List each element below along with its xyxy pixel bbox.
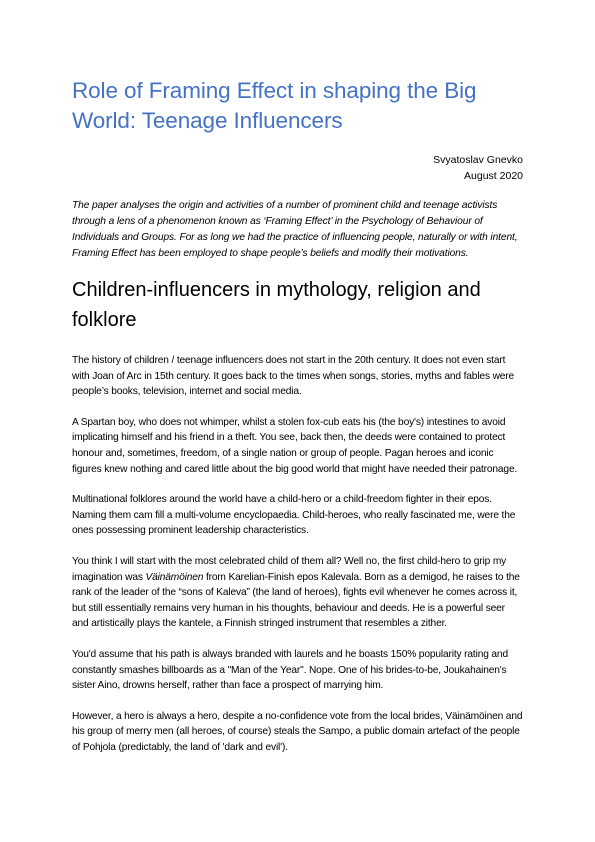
hero-name-italic: Väinämöinen bbox=[145, 571, 204, 583]
paragraph-vainamoinen-intro: You think I will start with the most celebrated child of them all? Well no, the first child-hero to grip my imagination was bbox=[72, 555, 507, 583]
document-title: Role of Framing Effect in shaping the Big World: Teenage Influencers bbox=[72, 78, 477, 133]
byline bbox=[72, 152, 523, 184]
paragraph-vainamoinen-rest: from Karelian-Finish epos Kalevala. Born as a demigod, he raises to the rank of the leader of the “sons of Kaleva” (the land of heroes), fights evil whenever he comes across it, but still essentially remains very human in his thoughts, behaviour and deeds. He is a powerful seer and artistically plays the kantele, a Finnish stringed instrument that resembles a zither. bbox=[72, 571, 520, 630]
paragraph-multinational-folklore: Multinational folklores around the world have a child-hero or a child-freedom fighter in their epos. Naming them cam fill a multi-volume encyclopaedia. Child-heroes, who really fascinated me, were the ones possessing prominent leadership characteristics. bbox=[72, 494, 516, 537]
author-name: Svyatoslav Gnevko bbox=[433, 154, 523, 166]
paragraph-sampo: However, a hero is always a hero, despite a no-confidence vote from the local brides, Väinämöinen and his group of merry men (all heroes, of course) steals the Sampo, a public domain artefact of the people of Pohjola (predictably, the land of 'dark and evil'). bbox=[72, 710, 523, 753]
paragraph-history: The history of children / teenage influencers does not start in the 20th century. It does not even start with Joan of Arc in 15th century. It goes back to the times when songs, stories, myths and fables were people’s books, television, internet and social media. bbox=[72, 355, 515, 398]
abstract: The paper analyses the origin and activities of a number of prominent child and teenage activists through a lens of a phenomenon known as ‘Framing Effect’ in the Psychology of Behaviour of Individuals and Groups. For as long we had the practice of influencing people, naturally or with intent, Framing Effect has been employed to shape people’s beliefs and modify their motivations. bbox=[72, 200, 518, 259]
paragraph-popularity: You'd assume that his path is always branded with laurels and he boasts 150% popularity rating and constantly smashes billboards as a "Man of the Year". Nope. One of his brides-to-be, Joukahainen's sister Aino, drowns herself, rather than face a prospect of marrying him. bbox=[72, 648, 508, 692]
paragraph-vainamoinen bbox=[72, 554, 523, 632]
publication-date: August 2020 bbox=[464, 170, 523, 182]
section-heading: Children-influencers in mythology, religion and folklore bbox=[72, 279, 481, 331]
paragraph-spartan-boy: A Spartan boy, who does not whimper, whilst a stolen fox-cub eats his (the boy's) intestines to avoid implicating himself and his friend in a theft. You see, back then, the deeds were contained to protect honour and, sometimes, freedom, of a single nation or group of people. Pagan heroes and iconic figures knew nothing and cared little about the big good world that might have needed their patronage. bbox=[72, 416, 518, 475]
